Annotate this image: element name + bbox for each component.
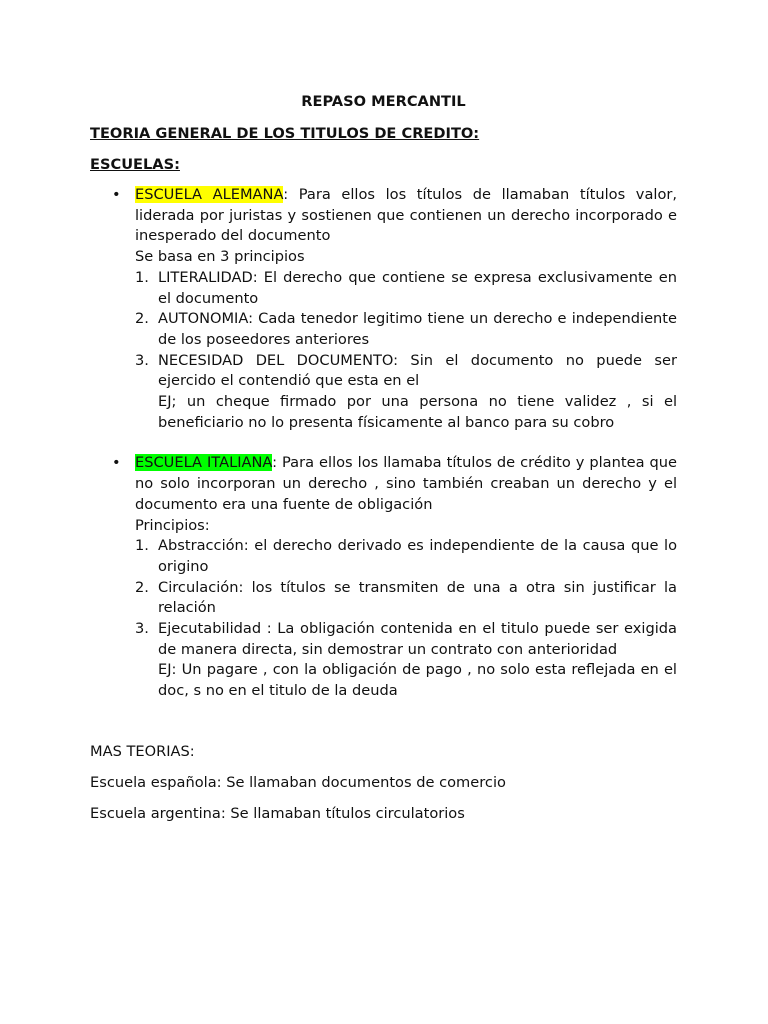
list-item-text: LITERALIDAD: El derecho que contiene se expresa exclusivamente en el documento bbox=[158, 268, 677, 307]
example-text: EJ; un cheque firmado por una persona no tiene validez , si el beneficiario no lo presenta físicamente al banco para su cobro bbox=[158, 393, 677, 431]
list-item bbox=[135, 309, 677, 350]
more-theories-heading: MAS TEORIAS: bbox=[90, 742, 195, 760]
list-item bbox=[135, 536, 677, 577]
principles-label: Principios: bbox=[135, 516, 210, 534]
school-german bbox=[112, 185, 678, 433]
document-title: REPASO MERCANTIL bbox=[301, 93, 466, 110]
school-name-highlight: ESCUELA ALEMANA bbox=[135, 186, 284, 203]
school-italian bbox=[112, 453, 677, 701]
list-item-text: Ejecutabilidad : La obligación contenida en el titulo puede ser exigida de manera directa, sin demostrar un contrato con anterioridad bbox=[158, 620, 677, 658]
list-number: 2. bbox=[135, 578, 149, 596]
list-item bbox=[135, 578, 677, 619]
school-intro-text: : Para ellos los títulos de llamaban títulos valor, liderada por juristas y sostienen que contienen un derecho incorporado e inesperado del documento bbox=[135, 186, 678, 245]
list-item bbox=[135, 268, 677, 309]
bullet-icon: • bbox=[112, 454, 121, 472]
principles-list bbox=[135, 268, 677, 434]
list-number: 1. bbox=[135, 537, 149, 555]
list-number: 1. bbox=[135, 268, 149, 286]
example-text: EJ: Un pagare , con la obligación de pago , no solo esta reflejada en el doc, s no en el titulo de la deuda bbox=[158, 661, 677, 700]
list-item-text: NECESIDAD DEL DOCUMENTO: Sin el documento no puede ser ejercido el contendió que esta en el bbox=[158, 351, 677, 390]
schools-heading: ESCUELAS: bbox=[90, 156, 180, 173]
bullet-icon: • bbox=[112, 186, 121, 203]
list-number: 3. bbox=[135, 620, 149, 638]
list-number: 3. bbox=[135, 351, 149, 369]
theory-line-spanish: Escuela española: Se llamaban documentos de comercio bbox=[90, 773, 506, 791]
list-item bbox=[135, 619, 677, 702]
section-heading: TEORIA GENERAL DE LOS TITULOS DE CREDITO: bbox=[90, 125, 480, 142]
school-name-highlight: ESCUELA ITALIANA bbox=[135, 454, 273, 472]
list-item bbox=[135, 351, 677, 434]
document-page bbox=[90, 92, 677, 824]
list-item-text: AUTONOMIA: Cada tenedor legitimo tiene un derecho e independiente de los poseedores anteriores bbox=[158, 310, 677, 348]
principles-list bbox=[135, 536, 677, 702]
principles-label: Se basa en 3 principios bbox=[135, 248, 305, 266]
theory-line-argentine: Escuela argentina: Se llamaban títulos circulatorios bbox=[90, 804, 465, 822]
school-intro bbox=[135, 453, 677, 515]
list-number: 2. bbox=[135, 310, 149, 328]
school-intro-text: : Para ellos los llamaba títulos de crédito y plantea que no solo incorporan un derecho , sino también creaban un derecho y el documento era una fuente de obligación bbox=[135, 454, 677, 513]
school-intro bbox=[135, 185, 677, 247]
list-item-text: Circulación: los títulos se transmiten de una a otra sin justificar la relación bbox=[158, 578, 677, 617]
list-item-text: Abstracción: el derecho derivado es independiente de la causa que lo origino bbox=[158, 537, 677, 575]
